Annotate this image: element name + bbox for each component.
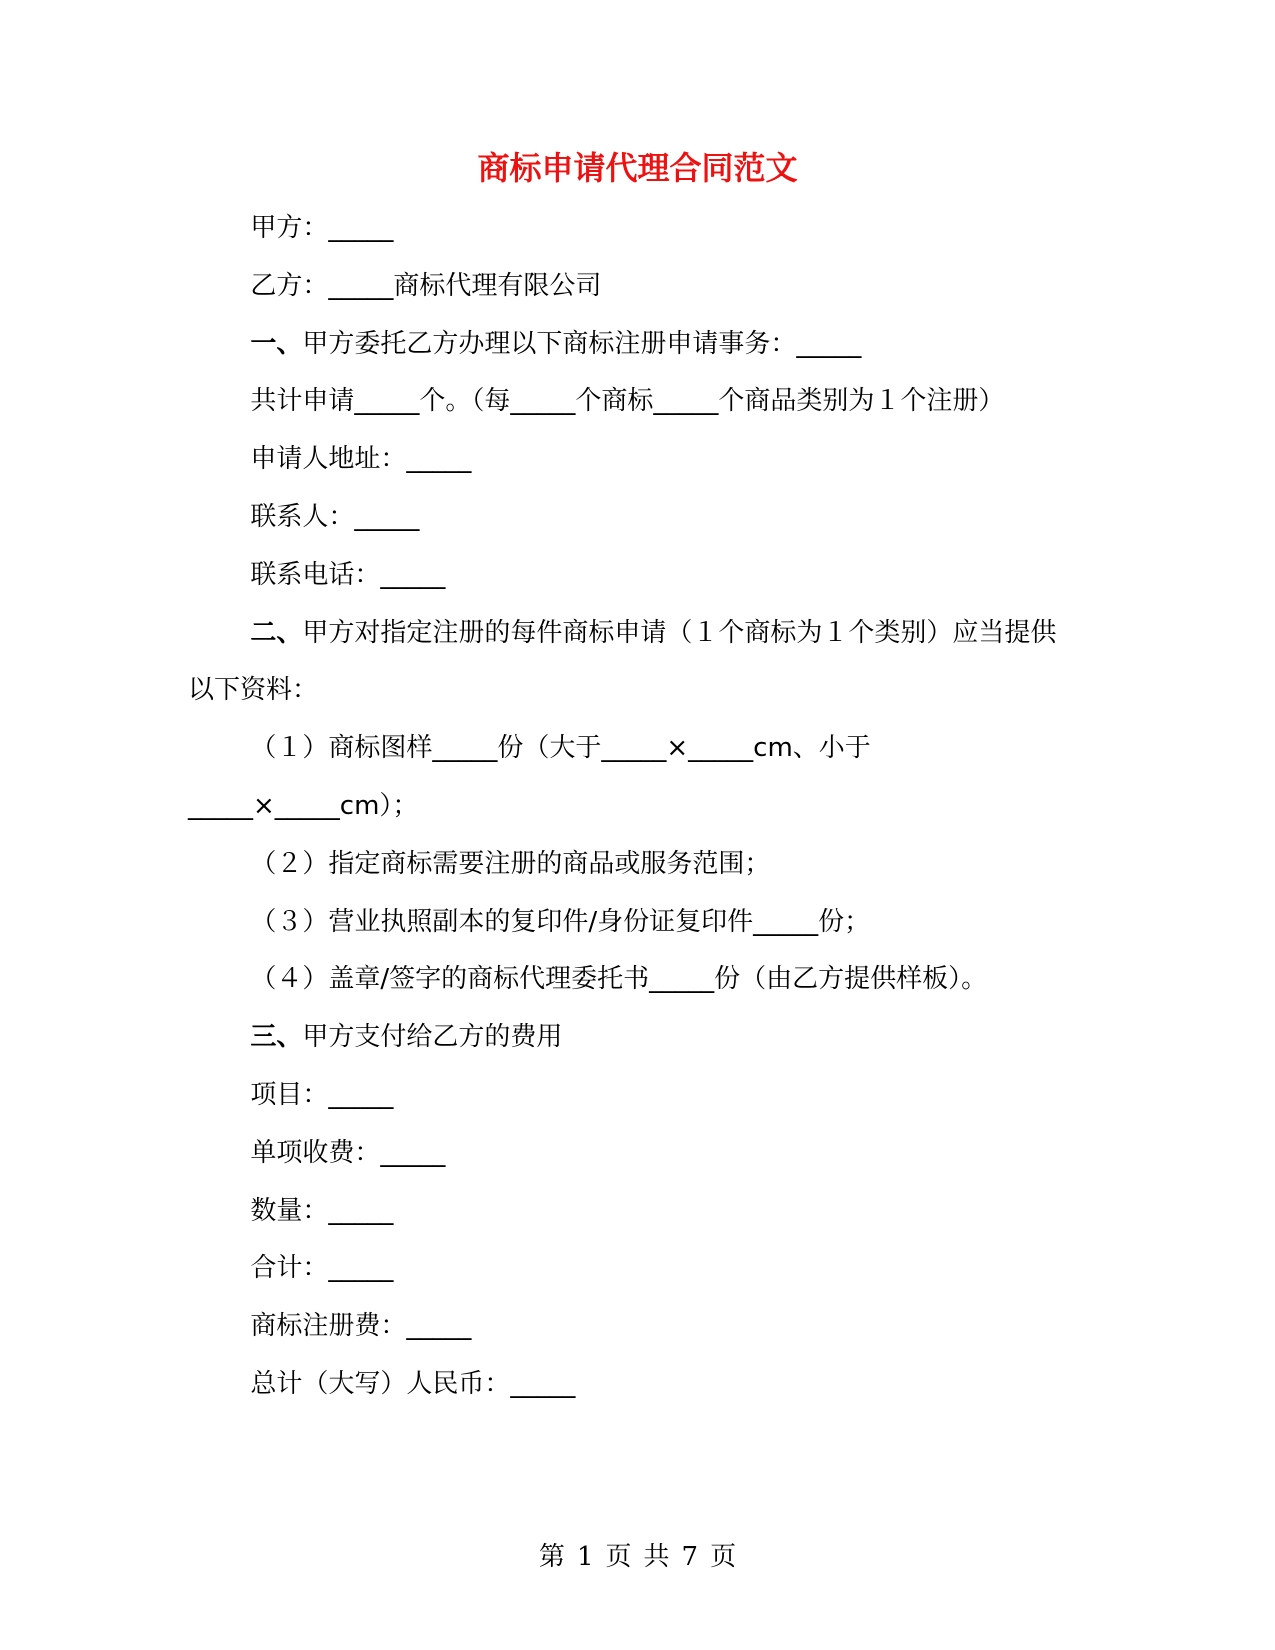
fee-quantity-line: 数量：_____ [250, 1195, 394, 1226]
party-a-line: 甲方：_____ [250, 213, 394, 243]
fee-unit-price-line: 单项收费：_____ [250, 1137, 446, 1168]
footer-page-label: 第 [538, 1542, 565, 1572]
contact-phone-line: 联系电话：_____ [250, 559, 446, 590]
party-b-line: 乙方：_____商标代理有限公司 [250, 270, 602, 301]
registration-fee-line: 商标注册费：_____ [250, 1311, 472, 1342]
section-number: 一、 [250, 328, 303, 359]
footer-total-label: 共 [643, 1542, 670, 1572]
document-body [188, 200, 1078, 1414]
section-1-heading: 一、甲方委托乙方办理以下商标注册申请事务：_____ [250, 328, 862, 359]
footer-total-unit: 页 [710, 1542, 737, 1572]
material-item-2: （２）指定商标需要注册的商品或服务范围； [250, 848, 771, 879]
section-number: 三、 [250, 1022, 303, 1053]
applicant-address-line: 申请人地址：_____ [250, 444, 472, 475]
material-item-3: （３）营业执照副本的复印件/身份证复印件_____份； [250, 906, 871, 937]
fee-subtotal-line: 合计：_____ [250, 1253, 394, 1284]
application-count-line: 共计申请_____个。（每_____个商标_____个商品类别为１个注册） [250, 386, 1005, 417]
material-item-1: （１）商标图样_____份（大于_____×_____cm、小于_____×_____cm）； [188, 733, 871, 821]
fee-item-line: 项目：_____ [250, 1079, 394, 1110]
page-footer [0, 1541, 1275, 1573]
section-number: 二、 [250, 617, 303, 648]
footer-page-number: 1 [576, 1542, 594, 1572]
section-2-heading: 二、甲方对指定注册的每件商标申请（１个商标为１个类别）应当提供以下资料： [188, 617, 1057, 706]
grand-total-line: 总计（大写）人民币：_____ [250, 1368, 576, 1399]
contact-person-line: 联系人：_____ [250, 501, 420, 532]
section-3-heading: 三、甲方支付给乙方的费用 [250, 1022, 563, 1053]
material-item-4: （４）盖章/签字的商标代理委托书_____份（由乙方提供样板）。 [250, 964, 988, 995]
footer-total-pages: 7 [681, 1542, 699, 1572]
document-title: 商标申请代理合同范文 [477, 149, 798, 187]
footer-page-unit: 页 [605, 1542, 632, 1572]
